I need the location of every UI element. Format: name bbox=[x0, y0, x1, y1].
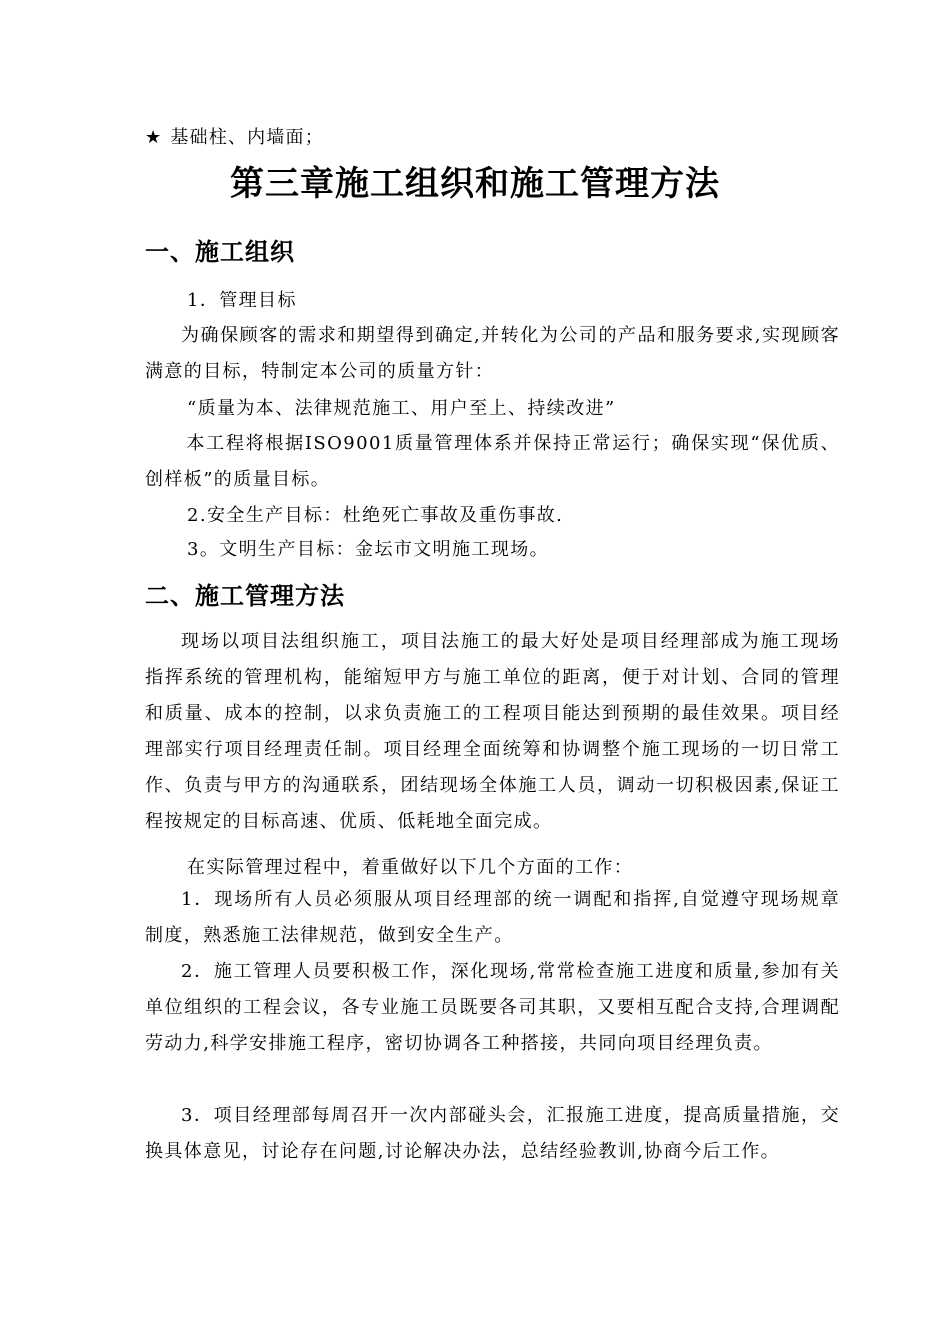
safety-goal: 2.安全生产目标：杜绝死亡事故及重伤事故. bbox=[187, 505, 564, 526]
point-3-paragraph: 3．项目经理部每周召开一次内部碰头会，汇报施工进度，提高质量措施，交换具体意见，讨论存在问题,讨论解决办法，总结经验教训,协商今后工作。 bbox=[145, 1105, 840, 1162]
star-icon: ★ bbox=[145, 127, 163, 148]
quality-policy-quote: “质量为本、法律规范施工、用户至上、持续改进” bbox=[187, 398, 616, 419]
project-method-paragraph: 现场以项目法组织施工，项目法施工的最大好处是项目经理部成为施工现场指挥系统的管理机构，能缩短甲方与施工单位的距离，便于对计划、合同的管理和质量、成本的控制，以求负责施工的工程项目能达到预期的最佳效果。项目经理部实行项目经理责任制。项目经理全面统筹和协调整个施工现场的一切日常工作、负责与甲方的沟通联系，团结现场全体施工人员，调动一切积极因素,保证工程按规定的目标高速、优质、低耗地全面完成。 bbox=[145, 631, 840, 832]
section-heading-organization: 一、施工组织 bbox=[145, 238, 295, 266]
intro-line-text: 基础柱、内墙面； bbox=[170, 127, 324, 148]
chapter-title: 第三章施工组织和施工管理方法 bbox=[230, 164, 720, 204]
work-aspects-intro: 在实际管理过程中，着重做好以下几个方面的工作： bbox=[187, 857, 634, 878]
intro-line bbox=[145, 126, 324, 150]
civilized-production-goal: 3。文明生产目标：金坛市文明施工现场。 bbox=[187, 539, 550, 560]
iso-paragraph: 本工程将根据ISO9001质量管理体系并保持正常运行；确保实现“保优质、创样板”的质量目标。 bbox=[145, 433, 840, 490]
section-heading-management-methods: 二、施工管理方法 bbox=[145, 582, 345, 610]
management-goal-title: 1．管理目标 bbox=[187, 290, 297, 311]
point-2-paragraph: 2．施工管理人员要积极工作，深化现场,常常检查施工进度和质量,参加有关单位组织的工程会议，各专业施工员既要各司其职，又要相互配合支持,合理调配劳动力,科学安排施工程序，密切协调各工种搭接，共同向项目经理负责。 bbox=[145, 961, 840, 1054]
point-1-paragraph: 1．现场所有人员必须服从项目经理部的统一调配和指挥,自觉遵守现场规章制度，熟悉施工法律规范，做到安全生产。 bbox=[145, 889, 840, 946]
quality-policy-paragraph: 为确保顾客的需求和期望得到确定,并转化为公司的产品和服务要求,实现顾客满意的目标，特制定本公司的质量方针： bbox=[145, 325, 840, 382]
